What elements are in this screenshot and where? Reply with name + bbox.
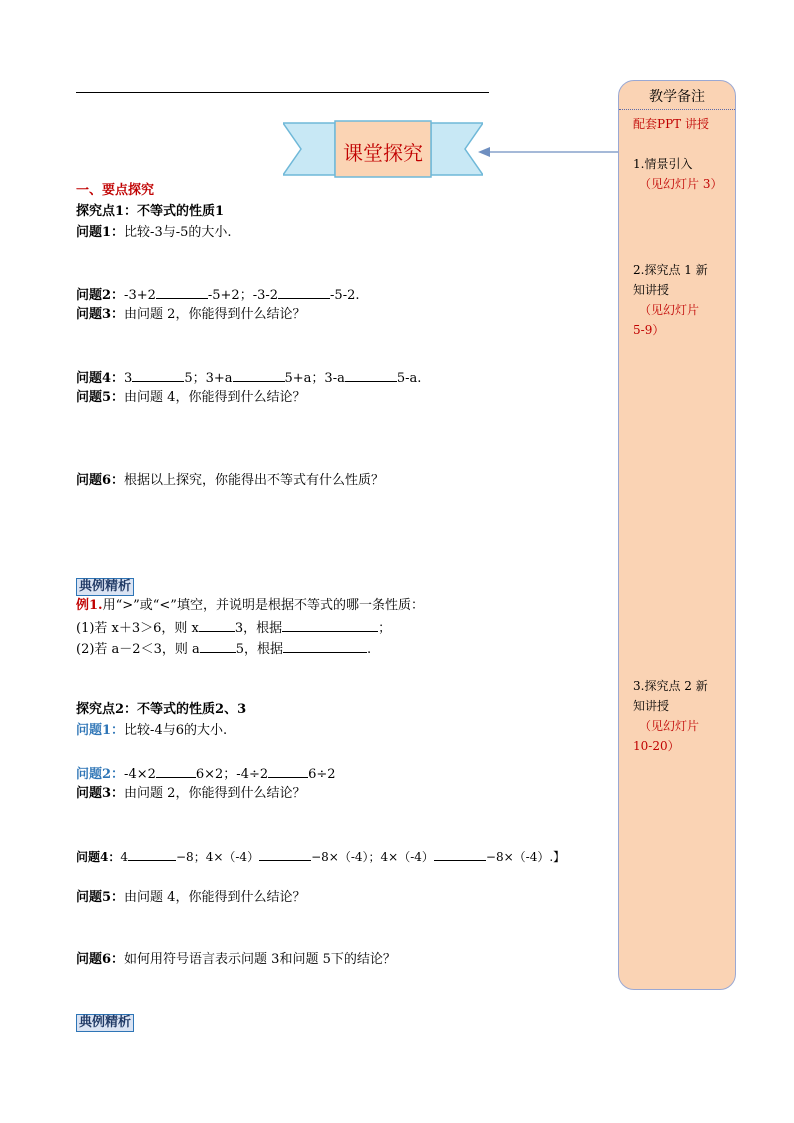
blank[interactable] [128,847,176,861]
example-tag: 典例精析 [76,578,134,596]
blank[interactable] [132,368,184,382]
p1-question-6: 问题6：根据以上探究，你能得出不等式有什么性质？ [76,473,385,488]
header-rule [76,92,489,93]
blank[interactable] [434,847,486,861]
note-point2: 3.探究点 2 新 知讲授 （见幻灯片 10-20） [633,679,708,753]
example1-item-1: (1)若 x＋3＞6，则 x 3，根据 ； [76,618,391,638]
p2-question-1: 问题1：比较-4与6的大小. [76,723,228,738]
teaching-notes-panel [618,80,736,990]
teaching-notes-header: 教学备注 [649,89,705,105]
point1-title: 探究点1：不等式的性质1 [76,204,225,219]
blank[interactable] [156,764,196,778]
blank[interactable] [200,639,236,653]
note-ppt: 配套PPT 讲授 [633,117,709,131]
p1-question-4: 问题4：3 5；3+a 5+a；3-a 5-a. [76,368,421,388]
blank[interactable] [283,639,367,653]
p2-question-5: 问题5：由问题 4，你能得到什么结论？ [76,890,306,905]
point2-title: 探究点2：不等式的性质2、3 [76,702,247,717]
p2-question-2: 问题2：-4×2 6×2；-4÷2 6÷2 [76,764,336,784]
p1-question-1: 问题1：比较-3与-5的大小. [76,225,232,240]
blank[interactable] [268,764,308,778]
blank[interactable] [199,618,235,632]
blank[interactable] [259,847,311,861]
example1-item-2: (2)若 a－2＜3，则 a 5，根据 . [76,639,371,659]
note-intro: 1.情景引入 （见幻灯片 3） [633,157,723,191]
blank[interactable] [156,285,208,299]
blank[interactable] [278,285,330,299]
p2-question-4: 问题4：4 −8；4×（-4） −8×（-4）；4×（-4） −8×（-4）.】 [76,847,565,866]
blank[interactable] [345,368,397,382]
banner-title: 课堂探究 [343,140,423,165]
example1-prompt: 例1.用“>”或“<”填空，并说明是根据不等式的哪一条性质： [76,598,424,613]
blank[interactable] [282,618,378,632]
p1-question-5: 问题5：由问题 4，你能得到什么结论？ [76,390,306,405]
p2-question-6: 问题6：如何用符号语言表示问题 3和问题 5下的结论？ [76,952,396,967]
p2-question-3: 问题3：由问题 2，你能得到什么结论？ [76,786,306,801]
note-point1: 2.探究点 1 新 知讲授 （见幻灯片 5-9） [633,263,708,337]
p1-question-3: 问题3：由问题 2，你能得到什么结论？ [76,307,306,322]
section-heading: 一、要点探究 [76,183,155,198]
blank[interactable] [233,368,285,382]
example-tag: 典例精析 [76,1014,134,1032]
p1-question-2: 问题2：-3+2 -5+2；-3-2 -5-2. [76,285,360,305]
arrow-left-icon [478,144,622,160]
sidebar-divider [619,109,735,110]
